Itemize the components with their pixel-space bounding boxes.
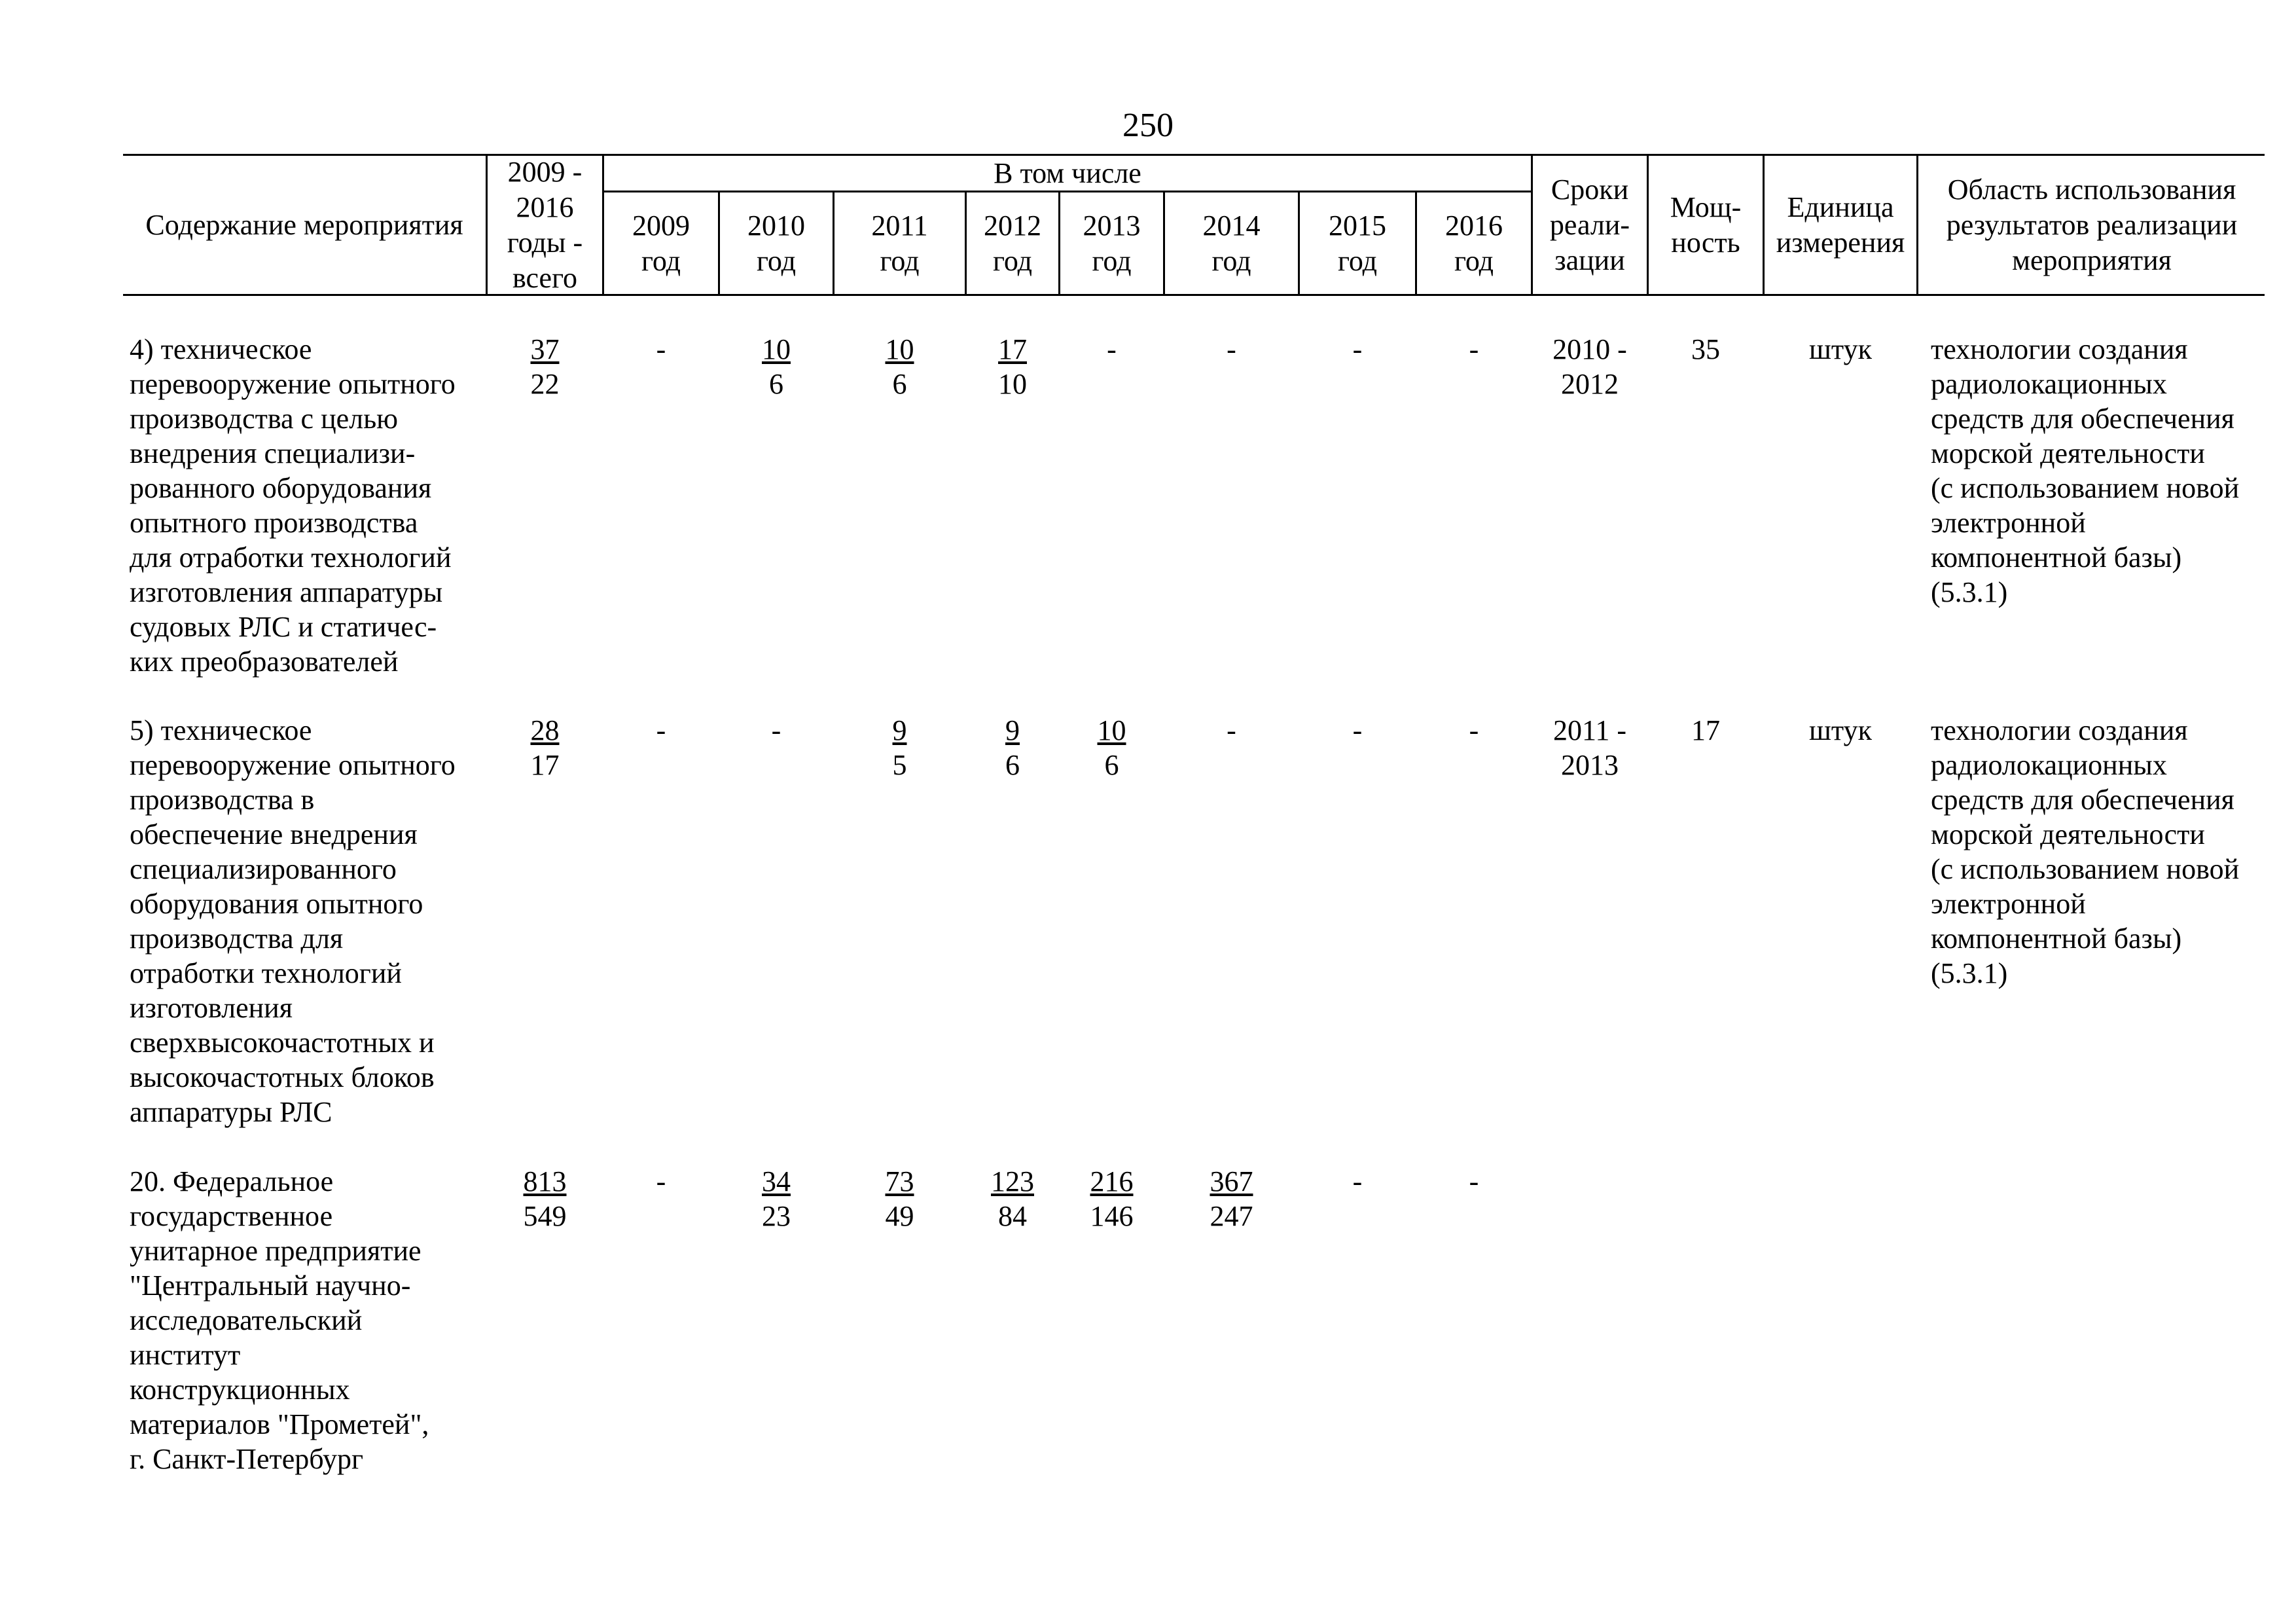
year-value-2015: - xyxy=(1352,1165,1363,1197)
year-value-2012: 9 6 xyxy=(1005,714,1020,781)
header-capacity: Мощ- ность xyxy=(1670,191,1742,259)
header-year-2009: 2009 год xyxy=(632,209,690,277)
year-value-2010: 34 23 xyxy=(762,1165,791,1232)
header-year-2010: 2010 год xyxy=(747,209,805,277)
row-capacity: 35 xyxy=(1691,333,1720,365)
year-value-2009: - xyxy=(656,333,666,365)
row-area: технологии создания радиолокационных средств для обеспечения морской деятельности (с использованием новой электронной компонентной базы) (5.3.1) xyxy=(1931,333,2240,608)
header-including: В том числе xyxy=(994,156,1141,189)
row-unit: штук xyxy=(1809,333,1872,365)
year-value-2012: 17 10 xyxy=(998,333,1027,400)
year-value-2014: - xyxy=(1227,333,1236,365)
header-total: 2009 - 2016 годы - всего xyxy=(507,155,583,294)
year-value-2011: 10 6 xyxy=(885,333,914,400)
year-value-2015: - xyxy=(1352,714,1363,746)
header-year-2014: 2014 год xyxy=(1202,209,1261,277)
row-unit: штук xyxy=(1809,714,1872,746)
row-capacity: 17 xyxy=(1691,714,1720,746)
year-value-2010: 10 6 xyxy=(762,333,791,400)
row-description: 20. Федеральное государственное унитарное предприятие "Центральный научно- исследовательский институт конструкционных материалов "Прометей", г. Санкт-Петербург xyxy=(130,1165,429,1475)
row-total: 813 549 xyxy=(523,1165,567,1232)
row-total: 37 22 xyxy=(530,333,560,400)
row-description: 4) техническое перевооружение опытного производства с целью внедрения специализи- рованного оборудования опытного производства для отработки технологий изготовления аппаратуры судовых РЛС и статичес- ких преобразователей xyxy=(130,333,456,678)
header-year-2015: 2015 год xyxy=(1329,209,1386,277)
year-value-2016: - xyxy=(1469,714,1479,746)
row-area: технологии создания радиолокационных средств для обеспечения морской деятельности (с использованием новой электронной компонентной базы) (5.3.1) xyxy=(1931,714,2240,989)
year-value-2010: - xyxy=(771,714,781,746)
page-number: 250 xyxy=(1122,107,1174,144)
year-value-2012: 123 84 xyxy=(991,1165,1034,1232)
year-value-2014: 367 247 xyxy=(1210,1165,1253,1232)
year-value-2011: 73 49 xyxy=(885,1165,914,1232)
row-terms: 2011 - 2013 xyxy=(1552,714,1627,781)
year-value-2013: 10 6 xyxy=(1097,714,1126,781)
year-value-2016: - xyxy=(1469,1165,1479,1197)
table-header-bottom-rule xyxy=(123,294,2265,296)
header-year-2012: 2012 год xyxy=(984,209,1041,277)
year-value-2014: - xyxy=(1227,714,1236,746)
year-value-2015: - xyxy=(1352,333,1363,365)
year-value-2013: 216 146 xyxy=(1090,1165,1134,1232)
year-value-2009: - xyxy=(656,1165,666,1197)
header-content: Содержание мероприятия xyxy=(145,208,463,241)
year-value-2009: - xyxy=(656,714,666,746)
row-terms: 2010 - 2012 xyxy=(1552,333,1627,400)
header-unit: Единица измерения xyxy=(1776,191,1905,259)
row-total: 28 17 xyxy=(530,714,560,781)
year-value-2013: - xyxy=(1107,333,1117,365)
year-value-2011: 9 5 xyxy=(892,714,907,781)
row-description: 5) техническое перевооружение опытного производства в обеспечение внедрения специализированного оборудования опытного производства для отработки технологий изготовления сверхвысокочастотных и высокочастотных блоков аппаратуры РЛС xyxy=(130,714,456,1128)
header-year-2013: 2013 год xyxy=(1083,209,1141,277)
year-value-2016: - xyxy=(1469,333,1479,365)
header-year-2011: 2011 год xyxy=(871,209,928,277)
header-area: Область использования результатов реализации мероприятия xyxy=(1946,173,2238,276)
header-year-2016: 2016 год xyxy=(1445,209,1503,277)
header-terms: Сроки реали- зации xyxy=(1549,173,1630,276)
